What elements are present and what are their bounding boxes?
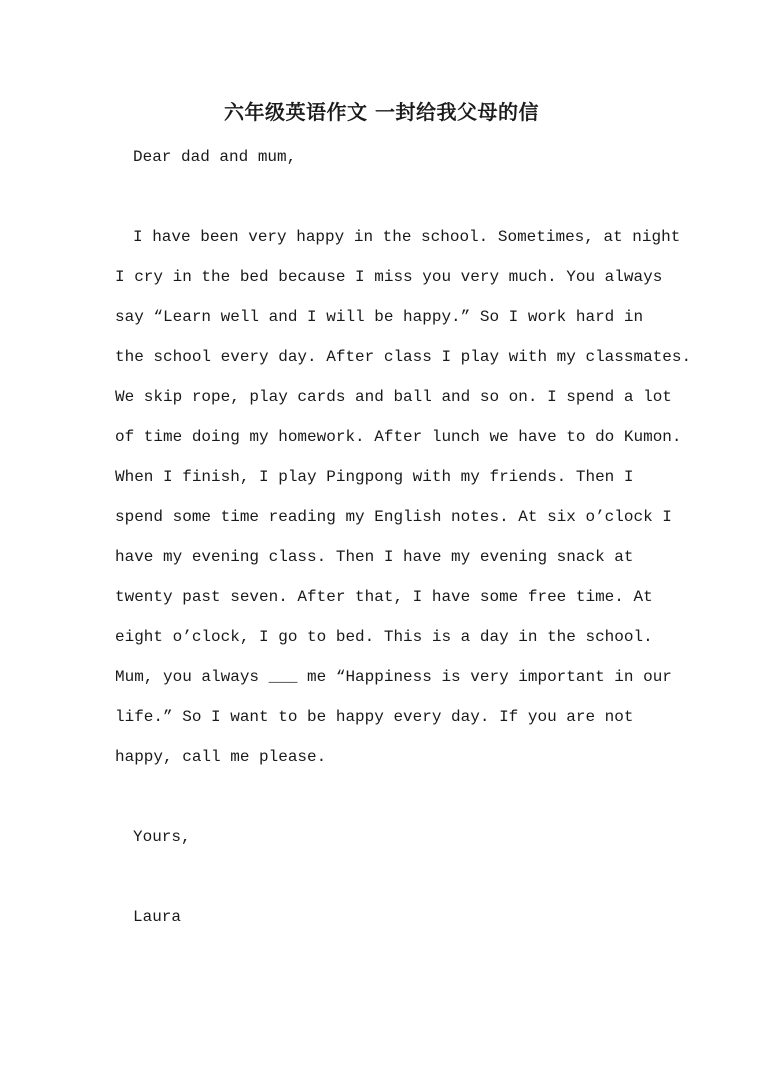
letter-body-line: I have been very happy in the school. Sometimes, at night: [133, 228, 681, 246]
letter-body-line: We skip rope, play cards and ball and so on. I spend a lot: [115, 388, 672, 406]
letter-body-line: When I finish, I play Pingpong with my friends. Then I: [115, 468, 634, 486]
letter-body-line: I cry in the bed because I miss you very much. You always: [115, 268, 663, 286]
letter-body-line: say “Learn well and I will be happy.” So I work hard in: [115, 308, 644, 326]
letter-closing: Yours,: [133, 828, 191, 846]
letter-body-line: have my evening class. Then I have my evening snack at: [115, 548, 634, 566]
letter-body-line: life.” So I want to be happy every day. If you are not: [115, 708, 634, 726]
letter-body-line: of time doing my homework. After lunch we have to do Kumon.: [115, 428, 682, 446]
letter-body-line: eight o’clock, I go to bed. This is a day in the school.: [115, 628, 653, 646]
letter-body-line: twenty past seven. After that, I have some free time. At: [115, 588, 653, 606]
letter-body-line: Mum, you always ___ me “Happiness is very important in our: [115, 668, 672, 686]
document-title: 六年级英语作文 一封给我父母的信: [224, 100, 539, 124]
letter-body-line: spend some time reading my English notes. At six o’clock I: [115, 508, 672, 526]
letter-body-line: happy, call me please.: [115, 748, 327, 766]
letter-greeting: Dear dad and mum,: [133, 148, 297, 166]
letter-signature: Laura: [133, 908, 182, 926]
letter-body-line: the school every day. After class I play with my classmates.: [115, 348, 692, 366]
